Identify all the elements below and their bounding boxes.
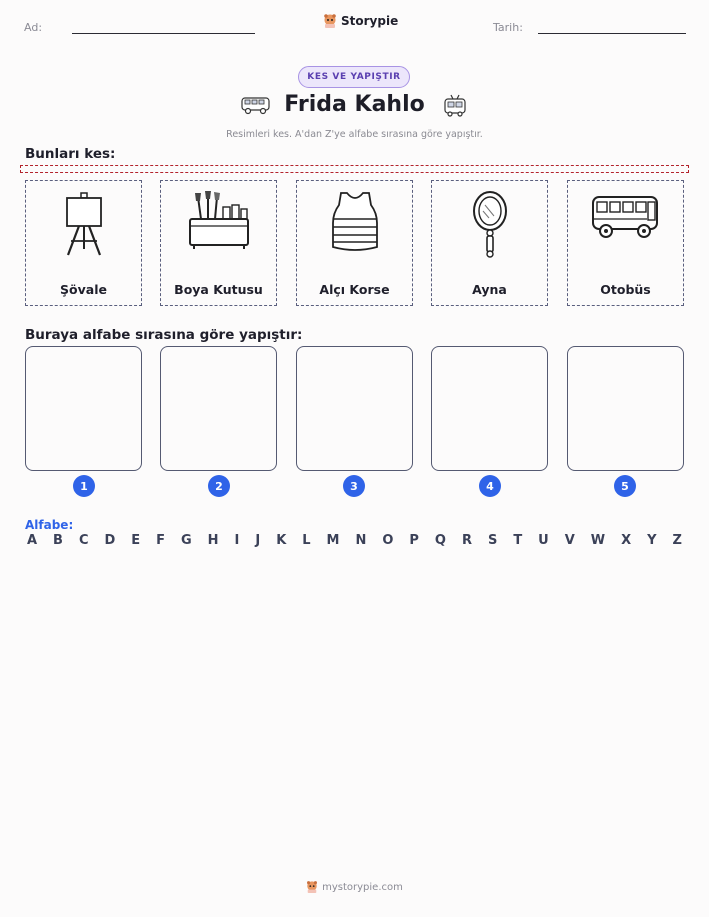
alphabet-letter: D — [104, 533, 116, 548]
alphabet-letter: X — [621, 533, 632, 548]
cut-card-label: Ayna — [472, 282, 507, 297]
cut-card-label: Boya Kutusu — [174, 282, 263, 297]
slot-number-badge: 3 — [343, 475, 365, 497]
alphabet-letter: R — [461, 533, 472, 548]
alphabet-row — [27, 533, 682, 548]
storypie-mascot-icon — [323, 13, 337, 29]
slot-number-badge: 2 — [208, 475, 230, 497]
instructions: Resimleri kes. A'dan Z'ye alfabe sırasına göre yapıştır. — [226, 129, 483, 140]
cut-card-label: Şövale — [60, 282, 107, 297]
alphabet-letter: V — [564, 533, 575, 548]
alphabet-letter: W — [590, 533, 606, 548]
paste-slot-4[interactable] — [431, 346, 548, 471]
name-label: Ad: — [24, 21, 43, 34]
alphabet-letter: H — [207, 533, 219, 548]
cut-line — [20, 165, 689, 173]
alphabet-letter: L — [302, 533, 311, 548]
date-line[interactable] — [538, 33, 686, 34]
cut-heading: Bunları kes: — [25, 146, 116, 162]
page-title: Frida Kahlo — [284, 92, 425, 117]
alphabet-letter: B — [53, 533, 63, 548]
hand-mirror-icon — [470, 189, 510, 259]
alphabet-letter: U — [538, 533, 549, 548]
slot-number-badge: 5 — [614, 475, 636, 497]
brand-name: Storypie — [341, 14, 399, 28]
storypie-mascot-icon — [306, 880, 318, 894]
alphabet-letter: F — [156, 533, 166, 548]
activity-badge: KES VE YAPIŞTIR — [298, 66, 410, 88]
date-label: Tarih: — [493, 21, 523, 34]
name-line[interactable] — [72, 33, 255, 34]
paste-slot-5[interactable] — [567, 346, 684, 471]
paste-slot-1[interactable] — [25, 346, 142, 471]
plaster-corset-icon — [327, 189, 383, 255]
paste-slot-3[interactable] — [296, 346, 413, 471]
footer-url[interactable]: mystorypie.com — [322, 881, 403, 893]
cut-card-label: Alçı Korse — [319, 282, 390, 297]
alphabet-letter: J — [255, 533, 261, 548]
slot-number-badge: 1 — [73, 475, 95, 497]
bus-icon — [590, 191, 662, 243]
alphabet-letter: K — [276, 533, 287, 548]
alphabet-letter: C — [78, 533, 89, 548]
cut-card-easel[interactable] — [25, 180, 142, 306]
footer — [0, 880, 709, 894]
alphabet-letter: A — [27, 533, 38, 548]
alphabet-letter: O — [382, 533, 394, 548]
alphabet-letter: Q — [434, 533, 446, 548]
alphabet-letter: E — [131, 533, 141, 548]
alphabet-letter: P — [409, 533, 419, 548]
cut-card-label: Otobüs — [600, 282, 651, 297]
alphabet-letter: N — [355, 533, 367, 548]
easel-icon — [54, 189, 114, 259]
cut-card-hand-mirror[interactable] — [431, 180, 548, 306]
alphabet-letter: G — [181, 533, 192, 548]
paste-slot-2[interactable] — [160, 346, 277, 471]
alphabet-letter: Y — [647, 533, 657, 548]
alphabet-letter: T — [513, 533, 523, 548]
alphabet-letter: I — [234, 533, 240, 548]
brand-logo — [323, 13, 398, 29]
trolley-decoration-icon — [442, 94, 468, 118]
alphabet-label: Alfabe: — [25, 518, 74, 532]
paint-box-icon — [186, 189, 252, 253]
alphabet-letter: M — [326, 533, 340, 548]
paste-heading: Buraya alfabe sırasına göre yapıştır: — [25, 327, 303, 343]
cut-card-bus[interactable] — [567, 180, 684, 306]
alphabet-letter: Z — [672, 533, 682, 548]
cut-card-paint-box[interactable] — [160, 180, 277, 306]
alphabet-letter: S — [487, 533, 498, 548]
cut-card-plaster-corset[interactable] — [296, 180, 413, 306]
slot-number-badge: 4 — [479, 475, 501, 497]
